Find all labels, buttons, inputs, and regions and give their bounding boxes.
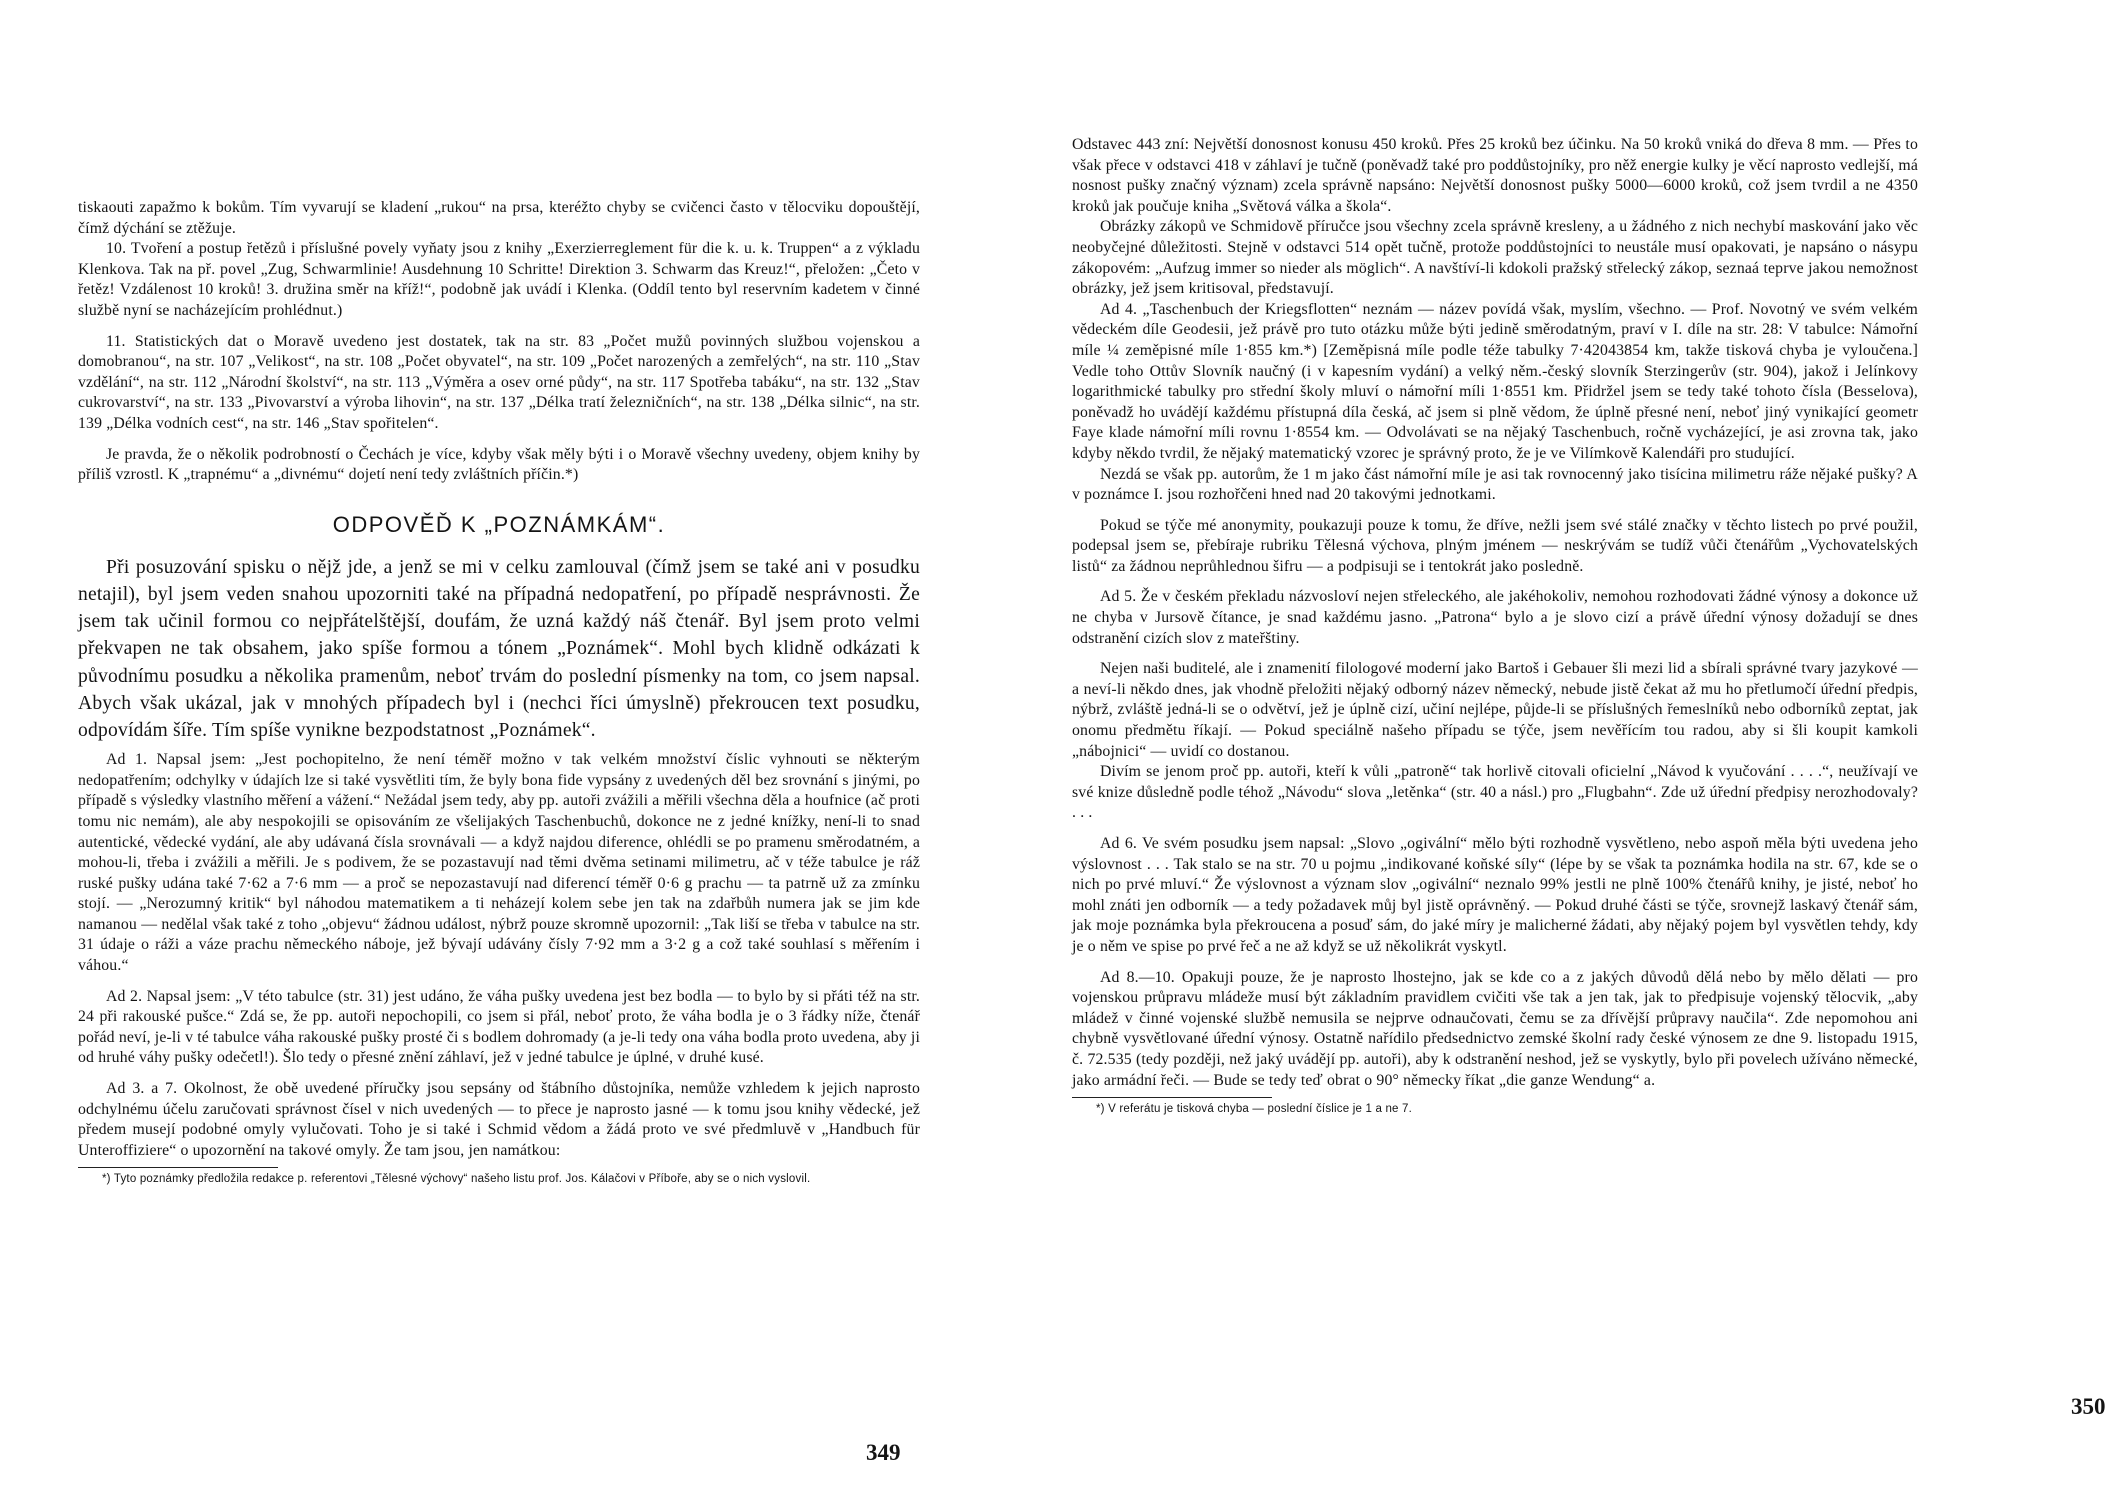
right-paragraph-2: Obrázky zákopů ve Schmidově příručce jsou všechny zcela správně kresleny, a u žádného z nich nechybí maskování jako věc neobyčejné důležitosti. Stejně v odstavci 514 opět tučně, protože poddůstojníci to neustále musí opakovati, je napsáno o násypu zákopovém: „Aufzug immer so nieder als möglich“. A navštíví-li kdokoli pražský střelecký zákop, seznaá teprve jakou nemožnost obrázky, jež jsem kritisoval, představují. bbox=[1072, 218, 1918, 298]
right-paragraph-9: Ad 6. Ve svém posudku jsem napsal: „Slovo „ogivální“ mělo býti rozhodně vysvětleno, nebo aspoň měla býti uvedena jeho výslovnost . . . Tak stalo se na str. 70 u pojmu „indikované koňské síly“ (lépe by se však ta poznámka hodila na str. 67, kde se o nich po prvé mluví.“ Že výslovnost a význam slov „ogivální“ neznalo 99% jestli ne plně 100% čtenářů knihy, je jisté, neboť ho mohl znáti jen odborník — a tedy požadavek můj byl jistě oprávněný. — Pokud druhé části se týče, srovnejž laskavý čtenář sám, jak moje poznámka byla překroucena a posuď sám, do jaké míry je malicherné žádati, aby nějaký pojem byl vysvětlen tehdy, kdy je o něm ve spise po prvé řeč a ne až když se už několikrát vyskytl. bbox=[1072, 835, 1918, 955]
right-footnote: *) V referátu je tisková chyba — poslední číslice je 1 a ne 7. bbox=[1096, 1103, 1413, 1116]
right-page bbox=[1000, 0, 2106, 1500]
left-paragraph-ad2: Ad 2. Napsal jsem: „V této tabulce (str. 31) jest udáno, že váha pušky uvedena jest bez bodla — to bylo by si přáti též na str. 24 při rakouské pušce.“ Zdá se, že pp. autoři nepochopili, co jsem si přál, neboť proto, že váha bodla je o 3 řádky níže, čtenář pořád neví, je-li v té tabulce váha rakouské pušky prosté či s bodlem dohromady (a je-li tedy ona váha bodla proto uvedena, aby ji od hruhé váhy pušky odečetl!). Šlo tedy o přesné znění záhlaví, jež v jedné tabulce je úplné, v druhé kusé. bbox=[78, 987, 921, 1067]
left-paragraph-2: 10. Tvoření a postup řetězů i příslušné povely vyňaty jsou z knihy „Exerzierreglement für die k. u. k. Truppen“ a z výkladu Klenkova. Tak na př. povel „Zug, Schwarmlinie! Ausdehnung 10 Schritte! Direktion 3. Schwarm das Kreuz!“, přeložen: „Četo v řetěz! Vzdálenost 10 kroků! 3. družina směr na kříž!“, podobně jak uvádí i Klenka. (Oddíl tento byl reservním kadetem v činné službě nyní se nacházejícím prohlédnut.) bbox=[78, 240, 920, 319]
left-paragraph-ad1: Ad 1. Napsal jsem: „Jest pochopitelno, že není téměř možno v tak velkém množství číslic vyhnouti se některým nedopatřením; odchylky v údajích lze si také vysvětliti tím, že byly bona fide vypsány z uvedených děl bez srovnání s jinými, po případě s výsledky vlastního měření a vážení.“ Nežádal jsem tedy, aby pp. autoři zvážili a měřili všechna děla a houfnice (ač proti tomu nic nemám), ale aby nespokojili se opisováním ze všelijakých Taschenbuchů, dokonce ne z jedné knížky, není-li to snad autentické, vědecké vydání, ale aby udávaná čísla srovnávali — a když najdou diference, ohlédli se po pramenu směrodatném, a mohou-li, třeba i zvážili a měřili. Je s podivem, že se pozastavují nad těmi dvěma setinami milimetru, ač v téže tabulce je ráž ruské pušky udána také 7·62 a 7·6 mm — a proč se nepozastavují nad diferencí téměř 0·6 g prachu — ta patrně už za zmínku stojí. — „Nerozumný kritik“ byl náhodou matematikem a ti neházejí kolem sebe jen tak na zdařbůh numera jak se jim kde namanou — nedělal však také z toho „objevu“ žádnou událost, nýbrž pouze skromně upozornil: „Tak liší se třeba v tabulce na str. 31 údaje o ráži a váze prachu německého náboje, jež bývají udávány čísly 7·92 mm a 3·2 g a což také souhlasí s měřením i váhou.“ bbox=[78, 751, 920, 975]
right-paragraph-5: Pokud se týče mé anonymity, poukazuji pouze k tomu, že dříve, nežli jsem své stálé značky v těchto listech po prvé použil, podepsal jsem se, přebíraje rubriku Tělesná výchova, plným jménem — neskrývám se tudíž vůči čtenářům „Vychovatelských listů“ za žádnou neprůhlednou šifru — a podpisuji se i tentokrát jako posledně. bbox=[1072, 516, 1918, 575]
intro-paragraph: Při posuzování spisku o nějž jde, a jenž se mi v celku zamlouval (čímž jsem se také ani v posudku netajil), byl jsem veden snahou upozorniti také na případná nedopatření, po případě nesprávnosti. Že jsem tak učinil formou co nejpřátelštější, doufám, že uzná každý náš čtenář. Byl jsem proto velmi překvapen ne tak obsahem, jako spíše formou a tónem „Poznámek“. Mohl bych klidně odkázati k původnímu posudku a několika pramenům, neboť trvám do poslední písmenky na tom, co jsem napsal. Abych však ukázal, jak v mnohých případech byl i (nechci říci úmyslně) překroucen text posudku, odpovídám šíře. Tím spíše vynikne bezpodstatnost „Poznámek“. bbox=[78, 556, 920, 741]
right-footnote-rule bbox=[1072, 1097, 1272, 1098]
right-paragraph-7: Nejen naši buditelé, ale i znamenití filologové moderní jako Bartoš i Gebauer šli mezi lid a sbírali správné tvary jazykové — a neví-li někdo dnes, jak vhodně přeložiti nějaký odborný název německý, nebude jistě čekat až mu ho přetlumočí úřední předpis, nýbrž, zvláště jedná-li se o odvětví, jež je úplně cizí, učiní nejlépe, půjde-li se příslušných řemeslníků nebo odborníků zeptat, jak onomu předmětu říkají. — Pokud speciálně našeho případu se týče, jsem nevěřícím tou radou, aby si šli koupit kamkoli „nábojnici“ — uvidí co dostanou. bbox=[1072, 660, 1918, 760]
left-paragraph-4: Je pravda, že o několik podrobností o Čechách je více, kdyby však měly býti i o Moravě všechny uvedeny, objem knihy by příliš vzrostl. K „trapnému“ a „divnému“ dojetí není tedy zvláštních příčin.*) bbox=[78, 445, 920, 484]
left-page-number: 349 bbox=[866, 1440, 901, 1465]
left-footnote: *) Tyto poznámky předložila redakce p. referentovi „Tělesné výchovy“ našeho listu prof. Jos. Kálačovi v Příboře, aby se o nich vyslovil. bbox=[102, 1173, 811, 1186]
left-page bbox=[0, 0, 980, 1500]
right-paragraph-1: Odstavec 443 zní: Největší donosnost konusu 450 kroků. Přes 25 kroků bez účinku. Na 50 kroků vniká do dřeva 8 mm. — Přes to však přece v odstavci 418 v záhlaví je tučně (poněvadž také pro poddůstojníky, pro něž energie kulky je věcí naprosto vedlejší, má nosnost pušky značný význam) zcela správně napsáno: Největší donosnost pušky 5000—6000 kroků, což jsem tvrdil a ne 4350 kroků jak poučuje kniha „Světová válka a škola“. bbox=[1072, 136, 1918, 215]
left-text-column bbox=[78, 198, 920, 1187]
right-paragraph-4: Nezdá se však pp. autorům, že 1 m jako část námořní míle je asi tak rovnocenný jako tisícina milimetru ráže nějaké pušky? A v poznámce I. jsou rozhořčeni hned nad 20 takovými jednotkami. bbox=[1072, 465, 1918, 504]
right-paragraph-8: Divím se jenom proč pp. autoři, kteří k vůli „patroně“ tak horlivě citovali oficielní „Návod k vyučování . . . .“, neužívají ve své knize důsledně podle téhož „Návodu“ slova „letěnka“ (str. 40 a násl.) pro „Flugbahn“. Zde už úřední předpisy nerozhodovaly? . . . bbox=[1072, 763, 1918, 822]
section-heading: ODPOVĚĎ K „POZNÁMKÁM“. bbox=[332, 511, 666, 537]
right-paragraph-3: Ad 4. „Taschenbuch der Kriegsflotten“ neznám — název povídá však, myslím, všechno. — Prof. Novotný ve svém velkém vědeckém díle Geodesii, jež právě pro tuto otázku může býti jedině směrodatným, praví v I. díle na str. 28: V tabulce: Námořní míle ¼ zeměpisné míle 1·855 km.*) [Zeměpisná míle podle téže tabulky 7·42043854 km, takže tisková chyba je vyloučena.] Vedle toho Ottův Slovník naučný (i v kapesním vydání) a velký něm.-český slovník Sterzingerův (str. 904), jakož i Jelínkovy logarithmické tabulky pro střední školy mluví o námořní míli 1·8551 km. Přidržel jsem se tedy také tohoto čísla (Besselova), poněvadž ho uvádějí každému přístupná díla česká, ač jsem si plně vědom, že úplně přesné není, neboť jiný vynikající geometr Faye klade námořní míli rovnu 1·8554 km. — Odvolávati se na nějaký Taschenbuch, ročně vycházející, je asi zrovna tak, jako kdyby někdo tvrdil, že nějaký matematický vzorec je správný proto, že je ve Vilímkově Kalendáři pro studující. bbox=[1072, 300, 1918, 462]
right-page-number: 350 bbox=[2071, 1394, 2106, 1419]
right-paragraph-10: Ad 8.—10. Opakuji pouze, že je naprosto lhostejno, jak se kde co a z jakých důvodů dělá nebo by mělo dělati — pro vojenskou průpravu mládeže musí být základním pravidlem cvičiti vše tak a jen tak, jak to předpisuje vojenský tělocvik, „aby mládež v činné vojenské službě nemusila se nejprve odnaučovati, čemu se za dřívější průpravy naučila“. Zde nepomohou ani chybně vysvětlované úřední výnosy. Ostatně nařídilo předsednictvo zemské školní rady české výnosem ze dne 9. listopadu 1915, č. 72.535 (tedy později, než jaký uvádějí pp. autoři), aby k odstranění neshod, jež se vyskytly, bylo při povelech užíváno německé, jako armádní řeči. — Bude se tedy teď obrat o 90° německy říkat „die ganze Wendung“ a. bbox=[1072, 968, 1918, 1089]
left-footnote-rule bbox=[78, 1167, 278, 1168]
right-paragraph-6: Ad 5. Že v českém překladu názvosloví nejen střeleckého, ale jakéhokoliv, nemohou rozhodovati žádné výnosy a dokonce už ne chyba v Jursově čítance, je snad každému jasno. „Patrona“ bylo a je slovo cizí a právě úřední výnosy dožadují se dnes odstranění cizích slov z mateřštiny. bbox=[1072, 588, 1918, 647]
right-text-column bbox=[1072, 135, 1918, 1117]
left-paragraph-3: 11. Statistických dat o Moravě uvedeno jest dostatek, tak na str. 83 „Počet mužů povinných službou vojenskou a domobranou“, na str. 107 „Velikost“, na str. 108 „Počet obyvatel“, na str. 109 „Počet narozených a zemřelých“, na str. 110 „Stav vzdělání“, na str. 112 „Národní školství“, na str. 113 „Výměra a osev orné půdy“, na str. 117 Spotřeba tabáku“, na str. 132 „Stav cukrovarství“, na str. 133 „Pivovarství a výroba lihovin“, na str. 137 „Délka tratí železničních“, na str. 138 „Délka silnic“, na str. 139 „Délka vodních cest“, na str. 146 „Stav spořitelen“. bbox=[78, 332, 920, 432]
left-paragraph-1: tiskaouti zapažmo k bokům. Tím vyvarují se kladení „rukou“ na prsa, kteréžto chyby se cvičenci často v tělocviku dopouštějí, čímž dýchání se ztěžuje. bbox=[78, 199, 920, 237]
left-paragraph-ad3: Ad 3. a 7. Okolnost, že obě uvedené příručky jsou sepsány od štábního důstojníka, nemůže vzhledem k jejich naprosto odchylnému účelu zaručovati správnost čísel v nich uvedených — to přece je naprosto jasné — k tomu jsou knihy vědecké, jež předem musejí podobné omyly vylučovati. Toho je si také i Schmid vědom a žádá proto ve své předmluvě v „Handbuch für Unteroffiziere“ o upozornění na takové omyly. Že tam jsou, jen namátkou: bbox=[78, 1080, 920, 1159]
